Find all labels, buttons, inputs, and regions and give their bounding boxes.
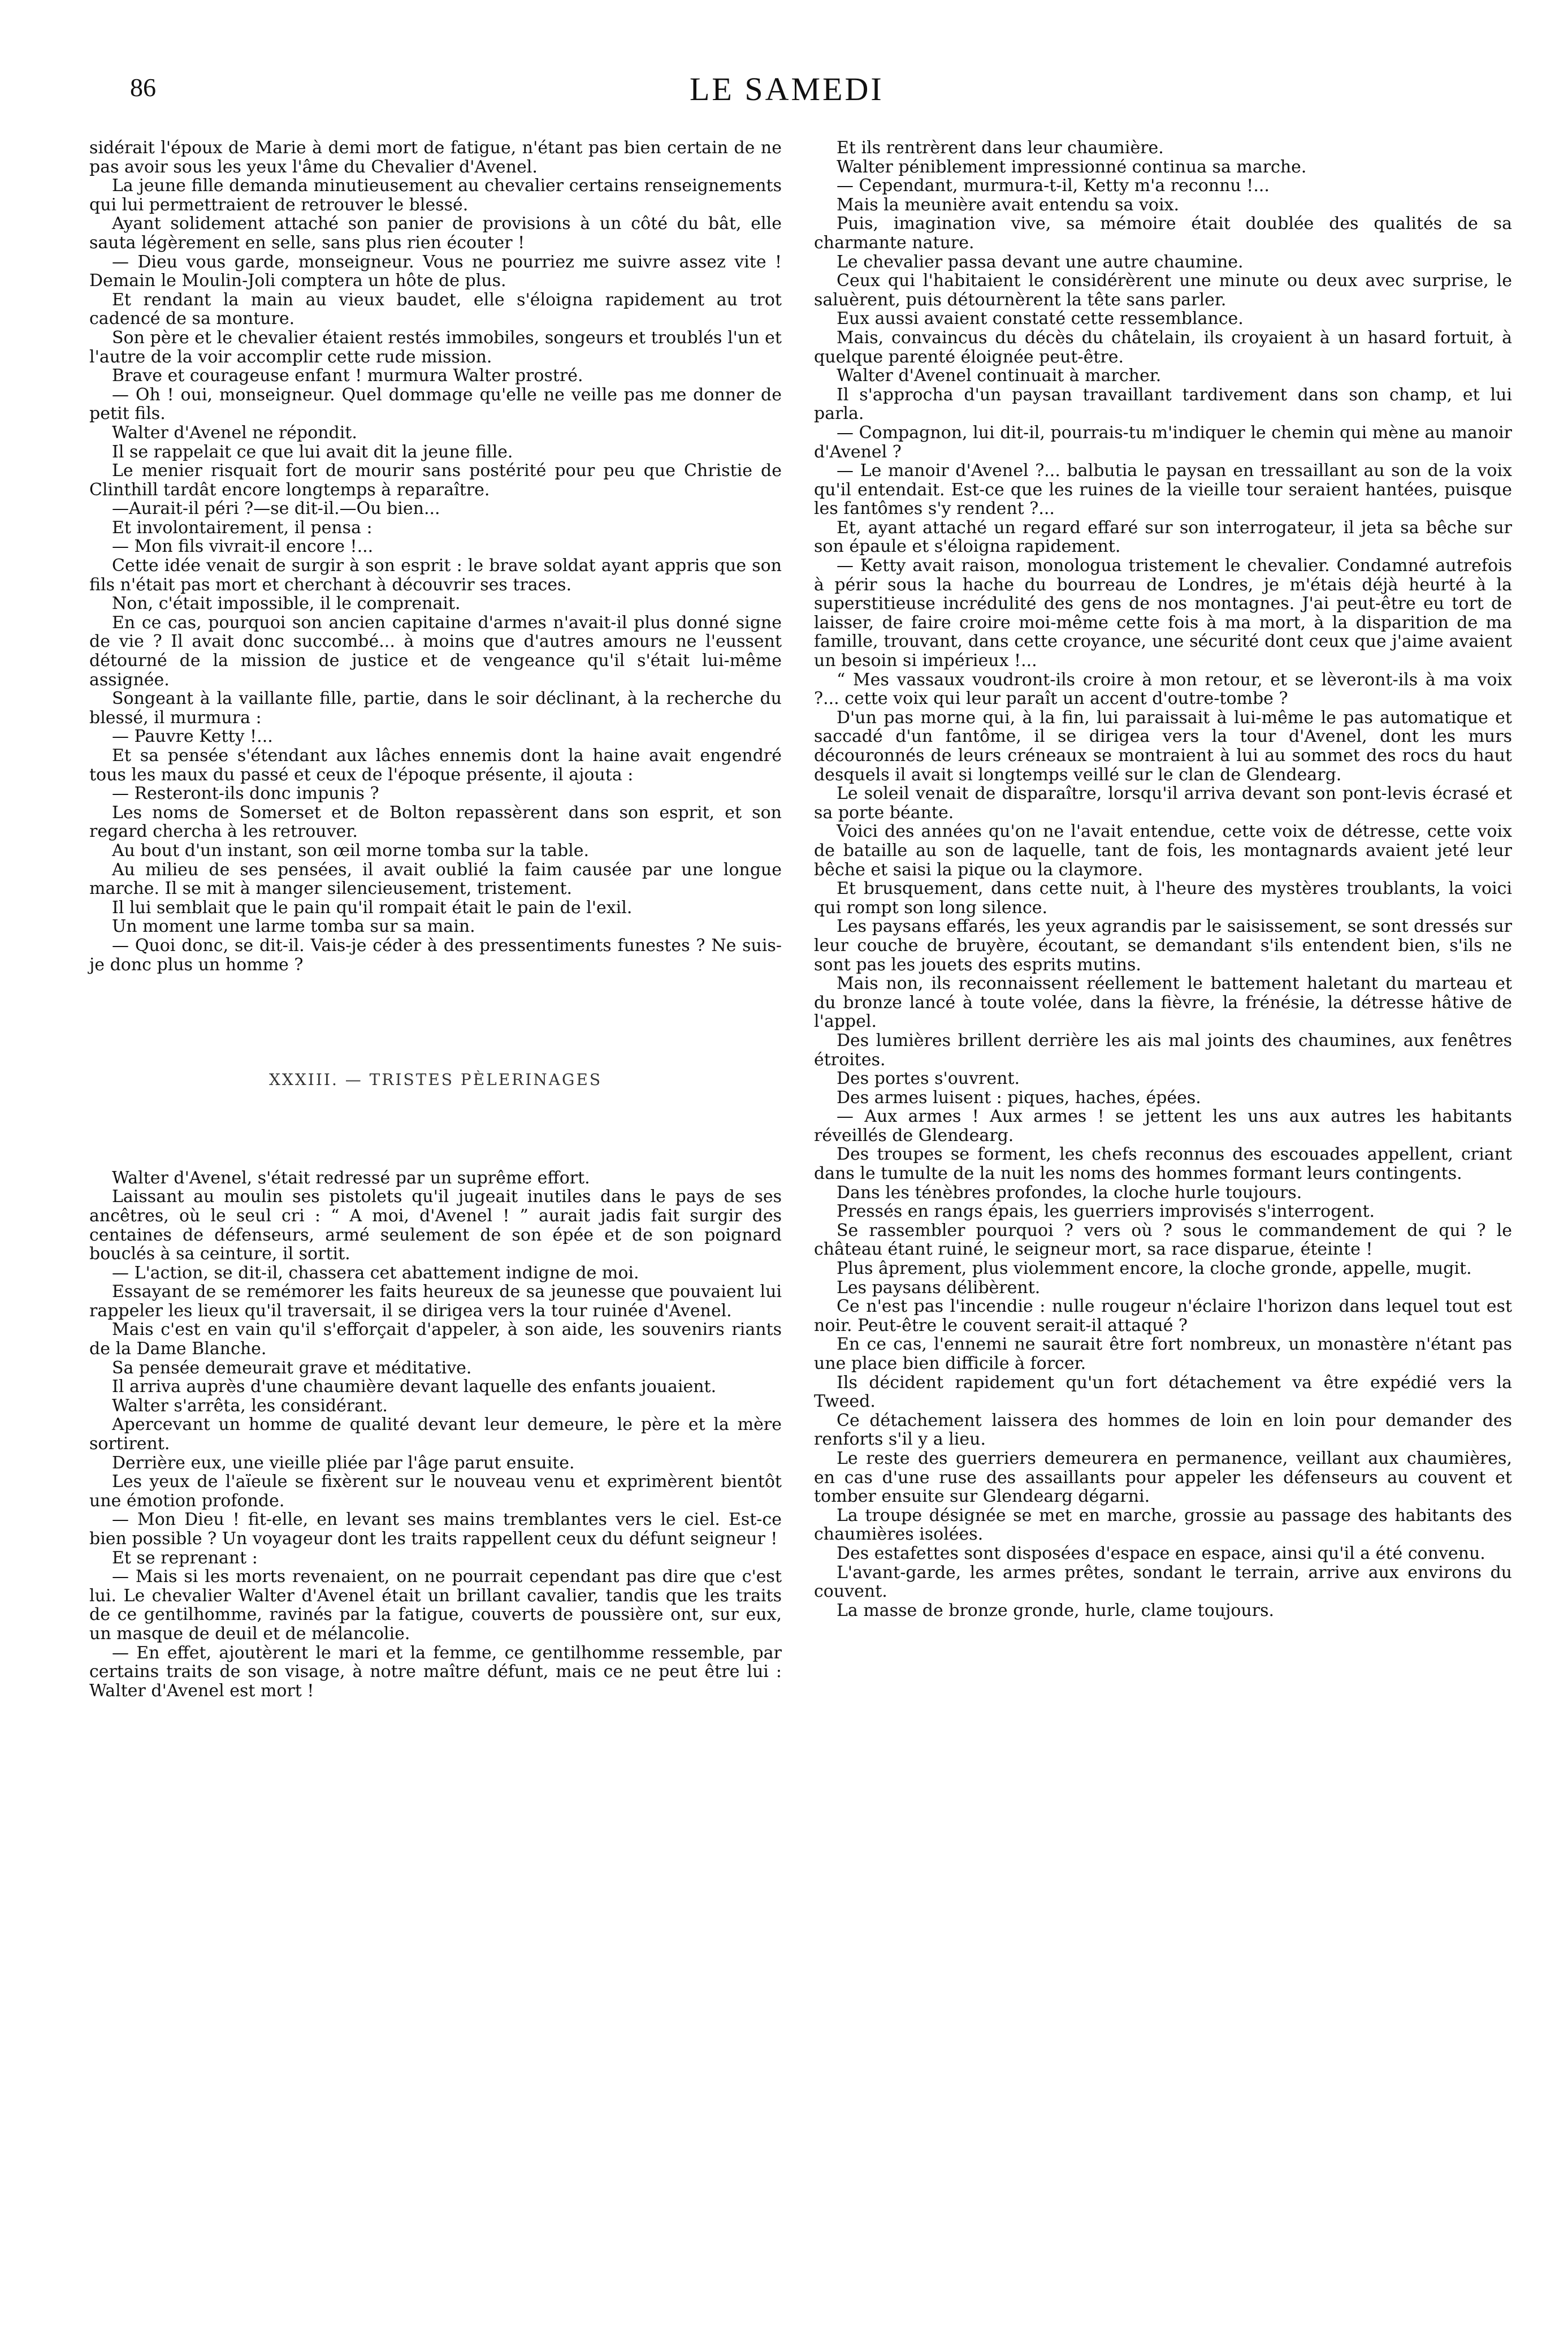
paragraph: Eux aussi avaient constaté cette ressemblance. (837, 309, 1244, 329)
right-column (814, 139, 1512, 1620)
paragraph: Et involontairement, il pensa : (112, 517, 372, 538)
paragraph: Cette idée venait de surgir à son esprit : le brave soldat ayant appris que son fils n'était pas mort et cherchant à découvrir ses traces. (89, 556, 782, 595)
paragraph: Mais, convaincus du décès du châtelain, ils croyaient à un hasard fortuit, à quelque parenté éloignée peut-être. (814, 327, 1512, 367)
paragraph: Des lumières brillent derrière les ais mal joints des chaumines, aux fenêtres étroites. (814, 1030, 1512, 1070)
paragraph: Il se rappelait ce que lui avait dit la jeune fille. (112, 442, 513, 462)
paragraph: Plus âprement, plus violemment encore, la cloche gronde, appelle, mugit. (837, 1259, 1472, 1279)
paragraph: Walter d'Avenel ne répondit. (112, 422, 357, 443)
paragraph: — Mon Dieu ! fit-elle, en levant ses mains tremblantes vers le ciel. Est-ce bien possible ? Un voyageur dont les traits rappellent ceux du défunt seigneur ! (89, 1510, 782, 1549)
left-column-text-after (89, 1169, 782, 1701)
paragraph: Brave et courageuse enfant ! murmura Walter prostré. (112, 366, 583, 386)
paragraph: Puis, imagination vive, sa mémoire était doublée des qualités de sa charmante nature. (814, 214, 1512, 253)
paragraph: — Resteront-ils donc impunis ? (112, 784, 379, 804)
paragraph: — Aux armes ! Aux armes ! se jettent les uns aux autres les habitants réveillés de Glendearg. (814, 1107, 1512, 1146)
paragraph: Il s'approcha d'un paysan travaillant tardivement dans son champ, et lui parla. (814, 384, 1512, 424)
paragraph: Ils décident rapidement qu'un fort détachement va être expédié vers la Tweed. (814, 1372, 1512, 1412)
paragraph: Apercevant un homme de qualité devant leur demeure, le père et la mère sortirent. (89, 1415, 782, 1454)
paragraph: — Cependant, murmura-t-il, Ketty m'a reconnu !... (837, 176, 1270, 196)
left-column-text-before (89, 139, 782, 974)
paragraph: Il arriva auprès d'une chaumière devant laquelle des enfants jouaient. (112, 1377, 717, 1397)
paragraph: —Aurait-il péri ?—se dit-il.—Ou bien... (112, 499, 440, 519)
paragraph: Au bout d'un instant, son œil morne tomba sur la table. (112, 840, 590, 861)
paragraph: Les paysans délibèrent. (837, 1277, 1041, 1298)
paragraph: Et sa pensée s'étendant aux lâches ennemis dont la haine avait engendré tous les maux du passé et ceux de l'époque présente, il ajouta : (89, 746, 782, 785)
paragraph: Walter s'arrêta, les considérant. (112, 1395, 388, 1416)
paragraph: — Oh ! oui, monseigneur. Quel dommage qu'elle ne veille pas me donner de petit fils. (89, 384, 782, 424)
paragraph: Les yeux de l'aïeule se fixèrent sur le nouveau venu et exprimèrent bientôt une émotion profonde. (89, 1472, 782, 1511)
paragraph: Non, c'était impossible, il le comprenait. (112, 594, 461, 614)
paragraph: L'avant-garde, les armes prêtes, sondant le terrain, arrive aux environs du couvent. (814, 1562, 1512, 1602)
paragraph: Des portes s'ouvrent. (837, 1069, 1020, 1089)
paragraph: D'un pas morne qui, à la fin, lui paraissait à lui-même le pas automatique et saccadé d'un fantôme, il se dirigea vers la tour d'Avenel, dont les murs découronnés de leurs créneaux se montraient à lui au sommet des rocs du haut desquels il avait si longtemps veillé sur le clan de Glendearg. (814, 707, 1512, 785)
paragraph: — En effet, ajoutèrent le mari et la femme, ce gentilhomme ressemble, par certains traits de son visage, à notre maître défunt, mais ce ne peut être lui : Walter d'Avenel est mort ! (89, 1643, 782, 1701)
paragraph: Mais non, ils reconnaissent réellement le battement haletant du marteau et du bronze lancé à toute volée, dans la fièvre, la frénésie, la détresse hâtive de l'appel. (814, 974, 1512, 1032)
paragraph: Walter d'Avenel continuait à marcher. (837, 366, 1162, 386)
paragraph: “ Mes vassaux voudront-ils croire à mon retour, et se lèveront-ils à ma voix ?... cette voix qui leur paraît un accent d'outre-tombe ? (814, 669, 1512, 709)
paragraph: Laissant au moulin ses pistolets qu'il jugeait inutiles dans le pays de ses ancêtres, où le seul cri : “ A moi, d'Avenel ! ” aurait jadis fait surgir des centaines de défenseurs, armé seulement de son épée et de son poignard bouclés à sa ceinture, il sortit. (89, 1187, 782, 1264)
paragraph: Ce n'est pas l'incendie : nulle rougeur n'éclaire l'horizon dans lequel tout est noir. Peut-être le couvent serait-il attaqué ? (814, 1297, 1512, 1336)
paragraph: Ceux qui l'habitaient le considérèrent une minute ou deux avec surprise, le saluèrent, puis détournèrent la tête sans parler. (814, 271, 1512, 310)
paragraph: sidérait l'époux de Marie à demi mort de fatigue, n'étant pas bien certain de ne pas avoir sous les yeux l'âme du Chevalier d'Avenel. (89, 138, 782, 177)
paragraph: Dans les ténèbres profondes, la cloche hurle toujours. (837, 1182, 1302, 1203)
paragraph: En ce cas, pourquoi son ancien capitaine d'armes n'avait-il plus donné signe de vie ? Il avait donc succombé... à moins que d'autres amours ne l'eussent détourné de la mission de justice et de vengeance qu'il s'était lui-même assignée. (89, 612, 782, 690)
left-column (89, 139, 782, 1700)
paragraph: Un moment une larme tomba sur sa main. (112, 917, 475, 937)
paragraph: La jeune fille demanda minutieusement au chevalier certains renseignements qui lui permettraient de retrouver le blessé. (89, 176, 782, 215)
right-column-text (814, 139, 1512, 1620)
paragraph: — Mon fils vivrait-il encore !... (112, 537, 374, 557)
page-title: LE SAMEDI (690, 71, 884, 107)
paragraph: Essayant de se remémorer les faits heureux de sa jeunesse que pouvaient lui rappeler les lieux qu'il traversait, il se dirigea vers la tour ruinée d'Avenel. (89, 1282, 782, 1321)
paragraph: — Dieu vous garde, monseigneur. Vous ne pourriez me suivre assez vite ! Demain le Moulin-Joli comptera un hôte de plus. (89, 252, 782, 291)
paragraph: — Le manoir d'Avenel ?... balbutia le paysan en tressaillant au son de la voix qu'il entendait. Est-ce que les ruines de la vieille tour seraient hantées, puisque les fantômes s'y rendent ?... (814, 461, 1512, 519)
paragraph: Le menier risquait fort de mourir sans postérité pour peu que Christie de Clinthill tardât encore longtemps à reparaître. (89, 461, 782, 500)
paragraph: Le reste des guerriers demeurera en permanence, veillant aux chaumières, en cas d'une ruse des assaillants pour appeler les défenseurs au couvent et tomber ensuite sur Glendearg dégarni. (814, 1448, 1512, 1507)
paragraph: Et rendant la main au vieux baudet, elle s'éloigna rapidement au trot cadencé de sa monture. (89, 289, 782, 329)
paragraph: Le soleil venait de disparaître, lorsqu'il arriva devant son pont-levis écrasé et sa porte béante. (814, 784, 1512, 823)
paragraph: Les paysans effarés, les yeux agrandis par le saisissement, se sont dressés sur leur couche de bruyère, écoutant, se demandant s'ils entendent bien, s'ils ne sont pas les jouets des esprits mutins. (814, 917, 1512, 975)
paragraph: Se rassembler pourquoi ? vers où ? sous le commandement de qui ? le château étant ruiné, le seigneur mort, sa race disparue, éteinte ! (814, 1220, 1512, 1260)
paragraph: Et se reprenant : (112, 1548, 258, 1568)
paragraph: — Quoi donc, se dit-il. Vais-je céder à des pressentiments funestes ? Ne suis-je donc plus un homme ? (89, 935, 782, 975)
paragraph: Derrière eux, une vieille pliée par l'âge parut ensuite. (112, 1453, 575, 1473)
paragraph: Ayant solidement attaché son panier de provisions à un côté du bât, elle sauta légèrement en selle, sans plus rien écouter ! (89, 214, 782, 253)
section-title: XXXIII. — TRISTES PÈLERINAGES (268, 1070, 603, 1090)
paragraph: Mais c'est en vain qu'il s'efforçait d'appeler, à son aide, les souvenirs riants de la Dame Blanche. (89, 1320, 782, 1359)
paragraph: Et ils rentrèrent dans leur chaumière. (837, 138, 1164, 158)
paragraph: La masse de bronze gronde, hurle, clame toujours. (837, 1600, 1275, 1620)
paragraph: Ce détachement laissera des hommes de loin en loin pour demander des renforts s'il y a lieu. (814, 1410, 1512, 1450)
paragraph: Mais la meunière avait entendu sa voix. (837, 195, 1180, 215)
paragraph: Des troupes se forment, les chefs reconnus des escouades appellent, criant dans le tumulte de la nuit les noms des hommes formant leurs contingents. (814, 1144, 1512, 1184)
paragraph: Sa pensée demeurait grave et méditative. (112, 1358, 472, 1378)
paragraph: — Compagnon, lui dit-il, pourrais-tu m'indiquer le chemin qui mène au manoir d'Avenel ? (814, 422, 1512, 462)
paragraph: Le chevalier passa devant une autre chaumine. (837, 252, 1244, 272)
paragraph: Walter péniblement impressionné continua sa marche. (837, 157, 1307, 177)
paragraph: Et brusquement, dans cette nuit, à l'heure des mystères troublants, la voici qui rompt son long silence. (814, 879, 1512, 918)
paragraph: — Ketty avait raison, monologua tristement le chevalier. Condamné autrefois à périr sous la hache du bourreau de Londres, je m'étais déjà heurté à la superstitieuse incrédulité des gens de nos montagnes. J'ai peut-être eu tort de laisser, de faire croire moi-même cette fois à ma mort, à la disparition de ma famille, trouvant, dans cette croyance, une sécurité dont ceux que j'aime avaient un besoin si impérieux !... (814, 556, 1512, 671)
paragraph: — Mais si les morts revenaient, on ne pourrait cependant pas dire que c'est lui. Le chevalier Walter d'Avenel était un brillant cavalier, tandis que les traits de ce gentilhomme, ravinés par la fatigue, couverts de poussière ont, sur eux, un masque de deuil et de mélancolie. (89, 1567, 782, 1644)
paragraph: Au milieu de ses pensées, il avait oublié la faim causée par une longue marche. Il se mit à manger silencieusement, tristement. (89, 859, 782, 899)
paragraph: — L'action, se dit-il, chassera cet abattement indigne de moi. (112, 1263, 639, 1283)
page-number: 86 (130, 73, 156, 102)
paragraph: Son père et le chevalier étaient restés immobiles, songeurs et troublés l'un et l'autre de la voir accomplir cette rude mission. (89, 327, 782, 367)
paragraph: En ce cas, l'ennemi ne saurait être fort nombreux, un monastère n'étant pas une place bien difficile à forcer. (814, 1334, 1512, 1373)
paragraph: Walter d'Avenel, s'était redressé par un suprême effort. (112, 1168, 590, 1188)
paragraph: Voici des années qu'on ne l'avait entendue, cette voix de détresse, cette voix de bataille au son de laquelle, tant de fois, les montagnards avaient jeté leur bêche et saisi la pique ou la claymore. (814, 822, 1512, 880)
paragraph: Songeant à la vaillante fille, partie, dans le soir déclinant, à la recherche du blessé, il murmura : (89, 689, 782, 728)
paragraph: Des estafettes sont disposées d'espace en espace, ainsi qu'il a été convenu. (837, 1543, 1485, 1563)
paragraph: — Pauvre Ketty !... (112, 727, 273, 747)
paragraph: Il lui semblait que le pain qu'il rompait était le pain de l'exil. (112, 897, 633, 918)
paragraph: La troupe désignée se met en marche, grossie au passage des habitants des chaumières isolées. (814, 1505, 1512, 1545)
paragraph: Les noms de Somerset et de Bolton repassèrent dans son esprit, et son regard chercha à les retrouver. (89, 802, 782, 842)
paragraph: Pressés en rangs épais, les guerriers improvisés s'interrogent. (837, 1202, 1375, 1222)
paragraph: Des armes luisent : piques, haches, épées. (837, 1087, 1201, 1108)
paragraph: Et, ayant attaché un regard effaré sur son interrogateur, il jeta sa bêche sur son épaule et s'éloigna rapidement. (814, 517, 1512, 557)
